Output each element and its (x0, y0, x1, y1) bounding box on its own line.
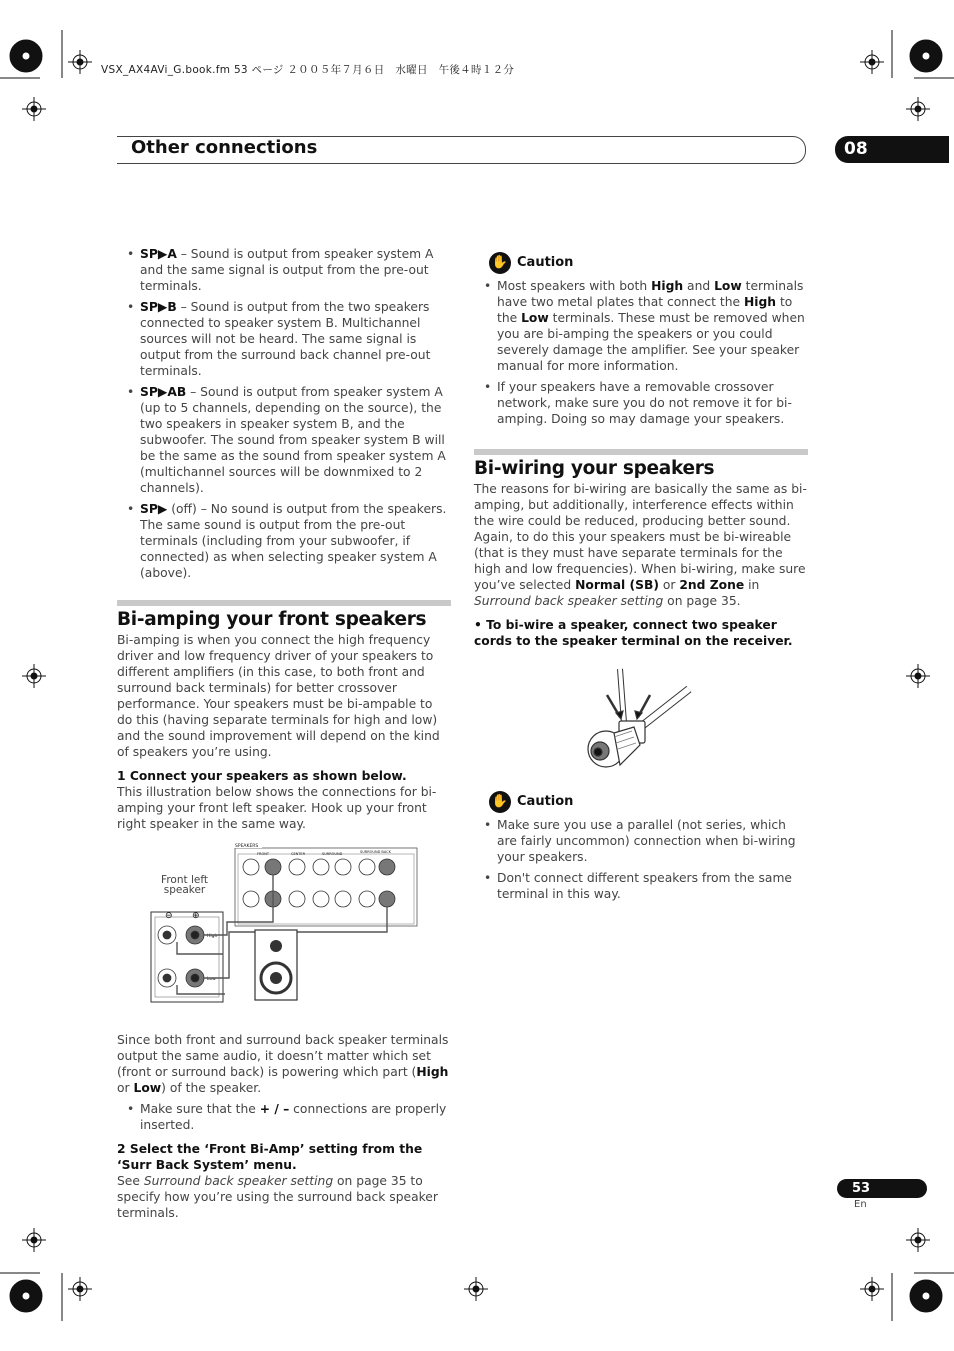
crosshair-icon (906, 664, 930, 688)
biwire-step: • To bi-wire a speaker, connect two speaker cords to the speaker terminal on the receiver. (474, 618, 793, 648)
list-item: • If your speakers have a removable crossover network, make sure you do not remove it for bi-amping. Doing so may damage your speakers. (474, 379, 808, 427)
biamp-bullet-list (117, 1101, 451, 1133)
crosshair-icon (68, 1277, 92, 1301)
svg-text:⊖: ⊖ (165, 911, 173, 921)
svg-text:CENTER: CENTER (291, 852, 306, 856)
svg-text:FRONT: FRONT (257, 852, 269, 856)
list-item: • Make sure that the + / – connections are properly inserted. (117, 1101, 451, 1133)
left-column (117, 246, 451, 1221)
file-info-line: VSX_AX4AVi_G.book.fm 53 ページ ２００５年７月６日 水曜日 午後４時１２分 (101, 64, 515, 76)
crosshair-icon (464, 1277, 488, 1301)
step-1: 1 Connect your speakers as shown below. (117, 769, 407, 783)
svg-text:Low: Low (207, 977, 216, 982)
sunburst-tr-icon (910, 40, 942, 72)
section-divider (117, 600, 451, 606)
list-item: • SP▶B – Sound is output from the two speakers connected to speaker system B. Multichannel sources will not be heard. The same signal is output from the surround back channel pre-out terminals. (117, 299, 451, 379)
list-item: • Don't connect different speakers from the same terminal in this way. (474, 870, 808, 902)
step-2-text: See Surround back speaker setting on page 35 to specify how you’re using the surround back speaker terminals. (117, 1174, 438, 1220)
biwire-text: The reasons for bi-wiring are basically the same as bi-amping, but additionally, interference effects within the wire could be reduced, producing better sound. Again, to do this your speakers must be bi-wireable (that is they must have separate terminals for the high and low frequencies). When bi-wiring, make sure you’ve selected Normal (SB) or 2nd Zone in Surround back speaker setting on page 35. (474, 482, 807, 608)
biwire-terminal-illustration (474, 659, 808, 779)
biamp-illustration (117, 842, 451, 1022)
crosshair-icon (906, 97, 930, 121)
caution-list (474, 817, 808, 902)
list-item: • Make sure you use a parallel (not series, which are fairly uncommon) connection when bi-wiring your speakers. (474, 817, 808, 865)
caution-heading: ✋ Caution (489, 791, 808, 813)
biamp-diagram (117, 842, 451, 1022)
right-column (474, 252, 808, 907)
sunburst-tl-icon (10, 40, 42, 72)
speaker-label: Front left speaker (161, 874, 208, 896)
page-title: Other connections (131, 137, 318, 158)
section-title-biamp: Bi-amping your front speakers (117, 609, 427, 630)
sunburst-br-icon (910, 1280, 942, 1312)
step-1-text: This illustration below shows the connections for bi-amping your front left speaker. Hook up your front right speaker in the same way. (117, 785, 437, 831)
section-divider (474, 449, 808, 455)
biamp-intro: Bi-amping is when you connect the high frequency driver and low frequency driver of your speakers to different amplifiers (in this case, to both front and surround back terminals) for better crossover performance. Your speakers must be bi-ampable to do this (having separate terminals for high and low) and the sound improvement will depend on the kind of speakers you’re using. (117, 633, 440, 759)
svg-text:SPEAKERS: SPEAKERS (235, 844, 259, 849)
svg-text:High: High (207, 934, 218, 939)
sunburst-bl-icon (10, 1280, 42, 1312)
caution-hand-icon: ✋ (489, 252, 511, 274)
caution-heading: ✋ Caution (489, 252, 808, 274)
list-item: • SP▶ (off) – No sound is output from the speakers. The same sound is output from the pre-out terminals (including from your subwoofer, if connected) as when selecting speaker system A (above). (117, 501, 451, 581)
crosshair-icon (68, 50, 92, 74)
crosshair-icon (860, 50, 884, 74)
crosshair-icon (22, 1228, 46, 1252)
caution-hand-icon: ✋ (489, 791, 511, 813)
page-number: 53 (837, 1179, 927, 1198)
svg-text:⊕: ⊕ (192, 911, 200, 921)
biamp-explanation: Since both front and surround back speaker terminals output the same audio, it doesn’t matter which set (front or surround back) is powering which part (High or Low) of the speaker. (117, 1033, 449, 1095)
crosshair-icon (22, 664, 46, 688)
list-item: • SP▶AB – Sound is output from speaker system A (up to 5 channels, depending on the source), the two speakers in speaker system B, and the subwoofer. The sound from speaker system B will be the same as the sound from speaker system A (multichannel sources will be downmixed to 2 channels). (117, 384, 451, 496)
step-2: 2 Select the ‘Front Bi-Amp’ setting from the ‘Surr Back System’ menu. (117, 1142, 423, 1172)
page-language: En (854, 1199, 867, 1210)
crosshair-icon (906, 1228, 930, 1252)
chapter-number: 08 (835, 136, 949, 163)
crosshair-icon (22, 97, 46, 121)
caution-list (474, 278, 808, 427)
section-title-biwire: Bi-wiring your speakers (474, 458, 715, 479)
svg-text:SURROUND: SURROUND (322, 852, 343, 856)
svg-text:SURROUND BACK: SURROUND BACK (360, 850, 391, 854)
list-item: • Most speakers with both High and Low terminals have two metal plates that connect the High to the Low terminals. These must be removed when you are bi-amping the speakers or you could severely damage the amplifier. See your speaker manual for more information. (474, 278, 808, 374)
crosshair-icon (860, 1277, 884, 1301)
speaker-mode-list (117, 246, 451, 581)
list-item: • SP▶A – Sound is output from speaker system A and the same signal is output from the pre-out terminals. (117, 246, 451, 294)
